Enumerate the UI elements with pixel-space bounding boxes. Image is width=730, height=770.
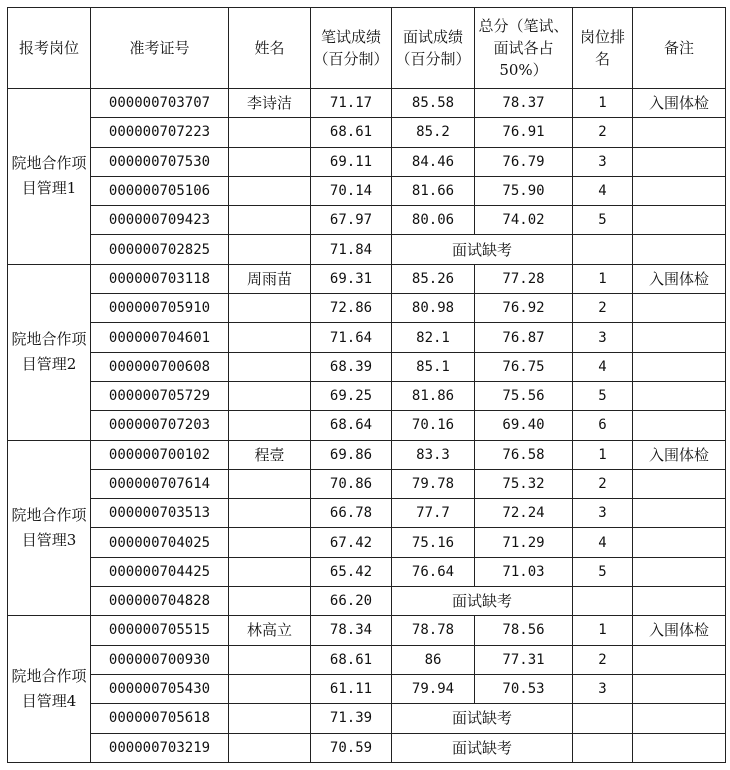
written-score-cell: 71.39 — [311, 704, 392, 733]
table-row — [8, 411, 726, 440]
exam-id-cell: 000000700930 — [91, 645, 229, 674]
name-cell — [229, 235, 311, 264]
rank-cell: 1 — [573, 440, 633, 469]
exam-id-cell: 000000702825 — [91, 235, 229, 264]
exam-id-cell: 000000705910 — [91, 294, 229, 323]
table-row — [8, 147, 726, 176]
total-score-cell: 76.75 — [475, 352, 573, 381]
interview-score-cell: 77.7 — [392, 499, 475, 528]
rank-cell: 1 — [573, 616, 633, 645]
table-row — [8, 587, 726, 616]
interview-score-cell: 81.66 — [392, 176, 475, 205]
rank-cell: 3 — [573, 147, 633, 176]
remark-cell: 入围体检 — [633, 440, 726, 469]
exam-id-cell: 000000704828 — [91, 587, 229, 616]
total-score-cell: 77.31 — [475, 645, 573, 674]
rank-cell: 1 — [573, 89, 633, 118]
exam-id-cell: 000000705106 — [91, 176, 229, 205]
written-score-cell: 78.34 — [311, 616, 392, 645]
table-row — [8, 294, 726, 323]
rank-cell: 5 — [573, 381, 633, 410]
remark-cell — [633, 294, 726, 323]
written-score-cell: 71.64 — [311, 323, 392, 352]
interview-score-cell: 85.26 — [392, 264, 475, 293]
written-score-cell: 65.42 — [311, 557, 392, 586]
rank-cell: 2 — [573, 294, 633, 323]
name-cell — [229, 704, 311, 733]
interview-score-cell: 81.86 — [392, 381, 475, 410]
rank-cell: 5 — [573, 557, 633, 586]
header-row — [8, 8, 726, 89]
table-row — [8, 235, 726, 264]
remark-cell — [633, 499, 726, 528]
score-table — [7, 7, 726, 763]
header-rank: 岗位排名 — [573, 8, 633, 89]
rank-cell: 4 — [573, 176, 633, 205]
exam-id-cell: 000000707530 — [91, 147, 229, 176]
written-score-cell: 67.97 — [311, 206, 392, 235]
written-score-cell: 68.64 — [311, 411, 392, 440]
interview-score-cell: 85.1 — [392, 352, 475, 381]
absent-note-cell: 面试缺考 — [392, 733, 573, 762]
rank-cell: 2 — [573, 469, 633, 498]
exam-id-cell: 000000705729 — [91, 381, 229, 410]
name-cell — [229, 323, 311, 352]
position-cell: 院地合作项目管理3 — [8, 440, 91, 616]
remark-cell — [633, 176, 726, 205]
table-row — [8, 264, 726, 293]
remark-cell — [633, 733, 726, 762]
absent-note-cell: 面试缺考 — [392, 235, 573, 264]
remark-cell — [633, 147, 726, 176]
interview-score-cell: 82.1 — [392, 323, 475, 352]
name-cell — [229, 352, 311, 381]
total-score-cell: 75.90 — [475, 176, 573, 205]
rank-cell: 5 — [573, 206, 633, 235]
written-score-cell: 71.17 — [311, 89, 392, 118]
written-score-cell: 70.14 — [311, 176, 392, 205]
written-score-cell: 68.61 — [311, 645, 392, 674]
remark-cell — [633, 528, 726, 557]
header-written: 笔试成绩（百分制） — [311, 8, 392, 89]
table-row — [8, 616, 726, 645]
written-score-cell: 61.11 — [311, 674, 392, 703]
total-score-cell: 78.37 — [475, 89, 573, 118]
interview-score-cell: 70.16 — [392, 411, 475, 440]
exam-id-cell: 000000704425 — [91, 557, 229, 586]
interview-score-cell: 85.2 — [392, 118, 475, 147]
exam-id-cell: 000000705618 — [91, 704, 229, 733]
remark-cell — [633, 411, 726, 440]
interview-score-cell: 86 — [392, 645, 475, 674]
name-cell — [229, 528, 311, 557]
exam-id-cell: 000000709423 — [91, 206, 229, 235]
written-score-cell: 67.42 — [311, 528, 392, 557]
absent-note-cell: 面试缺考 — [392, 704, 573, 733]
name-cell: 周雨苗 — [229, 264, 311, 293]
rank-cell — [573, 704, 633, 733]
rank-cell: 6 — [573, 411, 633, 440]
name-cell: 程壹 — [229, 440, 311, 469]
name-cell — [229, 411, 311, 440]
rank-cell: 2 — [573, 645, 633, 674]
name-cell — [229, 557, 311, 586]
written-score-cell: 68.61 — [311, 118, 392, 147]
header-remark: 备注 — [633, 8, 726, 89]
interview-score-cell: 83.3 — [392, 440, 475, 469]
table-row — [8, 89, 726, 118]
remark-cell — [633, 587, 726, 616]
exam-id-cell: 000000703513 — [91, 499, 229, 528]
interview-score-cell: 80.06 — [392, 206, 475, 235]
table-row — [8, 352, 726, 381]
interview-score-cell: 79.78 — [392, 469, 475, 498]
interview-score-cell: 76.64 — [392, 557, 475, 586]
rank-cell — [573, 587, 633, 616]
remark-cell: 入围体检 — [633, 616, 726, 645]
rank-cell: 1 — [573, 264, 633, 293]
table-row — [8, 645, 726, 674]
rank-cell: 2 — [573, 118, 633, 147]
remark-cell — [633, 352, 726, 381]
header-total: 总分（笔试、面试各占50%） — [475, 8, 573, 89]
interview-score-cell: 85.58 — [392, 89, 475, 118]
interview-score-cell: 80.98 — [392, 294, 475, 323]
total-score-cell: 76.58 — [475, 440, 573, 469]
written-score-cell: 69.31 — [311, 264, 392, 293]
exam-id-cell: 000000703707 — [91, 89, 229, 118]
total-score-cell: 78.56 — [475, 616, 573, 645]
name-cell — [229, 674, 311, 703]
exam-id-cell: 000000707223 — [91, 118, 229, 147]
position-cell: 院地合作项目管理4 — [8, 616, 91, 762]
total-score-cell: 76.91 — [475, 118, 573, 147]
position-cell: 院地合作项目管理1 — [8, 89, 91, 265]
exam-id-cell: 000000705430 — [91, 674, 229, 703]
rank-cell — [573, 733, 633, 762]
name-cell — [229, 587, 311, 616]
interview-score-cell: 75.16 — [392, 528, 475, 557]
written-score-cell: 69.11 — [311, 147, 392, 176]
table-row — [8, 557, 726, 586]
written-score-cell: 69.25 — [311, 381, 392, 410]
name-cell — [229, 645, 311, 674]
rank-cell — [573, 235, 633, 264]
rank-cell: 3 — [573, 323, 633, 352]
table-row — [8, 499, 726, 528]
exam-id-cell: 000000700608 — [91, 352, 229, 381]
name-cell — [229, 733, 311, 762]
header-exam-id: 准考证号 — [91, 8, 229, 89]
name-cell — [229, 469, 311, 498]
exam-id-cell: 000000705515 — [91, 616, 229, 645]
total-score-cell: 76.92 — [475, 294, 573, 323]
written-score-cell: 66.20 — [311, 587, 392, 616]
total-score-cell: 76.87 — [475, 323, 573, 352]
table-row — [8, 323, 726, 352]
total-score-cell: 74.02 — [475, 206, 573, 235]
interview-score-cell: 84.46 — [392, 147, 475, 176]
written-score-cell: 66.78 — [311, 499, 392, 528]
table-row — [8, 733, 726, 762]
header-position: 报考岗位 — [8, 8, 91, 89]
total-score-cell: 77.28 — [475, 264, 573, 293]
exam-id-cell: 000000703118 — [91, 264, 229, 293]
header-interview: 面试成绩（百分制） — [392, 8, 475, 89]
table-row — [8, 440, 726, 469]
written-score-cell: 68.39 — [311, 352, 392, 381]
written-score-cell: 69.86 — [311, 440, 392, 469]
table-row — [8, 528, 726, 557]
name-cell — [229, 118, 311, 147]
table-row — [8, 674, 726, 703]
remark-cell — [633, 645, 726, 674]
name-cell — [229, 147, 311, 176]
name-cell: 林高立 — [229, 616, 311, 645]
total-score-cell: 70.53 — [475, 674, 573, 703]
position-cell: 院地合作项目管理2 — [8, 264, 91, 440]
name-cell — [229, 294, 311, 323]
remark-cell — [633, 206, 726, 235]
header-name: 姓名 — [229, 8, 311, 89]
table-row — [8, 176, 726, 205]
total-score-cell: 71.29 — [475, 528, 573, 557]
total-score-cell: 69.40 — [475, 411, 573, 440]
name-cell — [229, 206, 311, 235]
exam-id-cell: 000000703219 — [91, 733, 229, 762]
exam-id-cell: 000000700102 — [91, 440, 229, 469]
name-cell — [229, 381, 311, 410]
written-score-cell: 70.86 — [311, 469, 392, 498]
exam-id-cell: 000000704025 — [91, 528, 229, 557]
remark-cell — [633, 235, 726, 264]
exam-id-cell: 000000704601 — [91, 323, 229, 352]
name-cell — [229, 176, 311, 205]
absent-note-cell: 面试缺考 — [392, 587, 573, 616]
table-row — [8, 469, 726, 498]
exam-id-cell: 000000707203 — [91, 411, 229, 440]
remark-cell — [633, 381, 726, 410]
remark-cell — [633, 674, 726, 703]
written-score-cell: 72.86 — [311, 294, 392, 323]
name-cell — [229, 499, 311, 528]
total-score-cell: 75.32 — [475, 469, 573, 498]
remark-cell — [633, 323, 726, 352]
table-row — [8, 381, 726, 410]
rank-cell: 3 — [573, 674, 633, 703]
total-score-cell: 71.03 — [475, 557, 573, 586]
total-score-cell: 75.56 — [475, 381, 573, 410]
interview-score-cell: 79.94 — [392, 674, 475, 703]
rank-cell: 4 — [573, 528, 633, 557]
written-score-cell: 70.59 — [311, 733, 392, 762]
remark-cell — [633, 469, 726, 498]
remark-cell — [633, 704, 726, 733]
total-score-cell: 76.79 — [475, 147, 573, 176]
table-row — [8, 118, 726, 147]
table-row — [8, 704, 726, 733]
table-body — [8, 89, 726, 763]
remark-cell — [633, 557, 726, 586]
rank-cell: 3 — [573, 499, 633, 528]
remark-cell: 入围体检 — [633, 89, 726, 118]
remark-cell — [633, 118, 726, 147]
name-cell: 李诗洁 — [229, 89, 311, 118]
written-score-cell: 71.84 — [311, 235, 392, 264]
interview-score-cell: 78.78 — [392, 616, 475, 645]
rank-cell: 4 — [573, 352, 633, 381]
exam-id-cell: 000000707614 — [91, 469, 229, 498]
table-row — [8, 206, 726, 235]
remark-cell: 入围体检 — [633, 264, 726, 293]
total-score-cell: 72.24 — [475, 499, 573, 528]
